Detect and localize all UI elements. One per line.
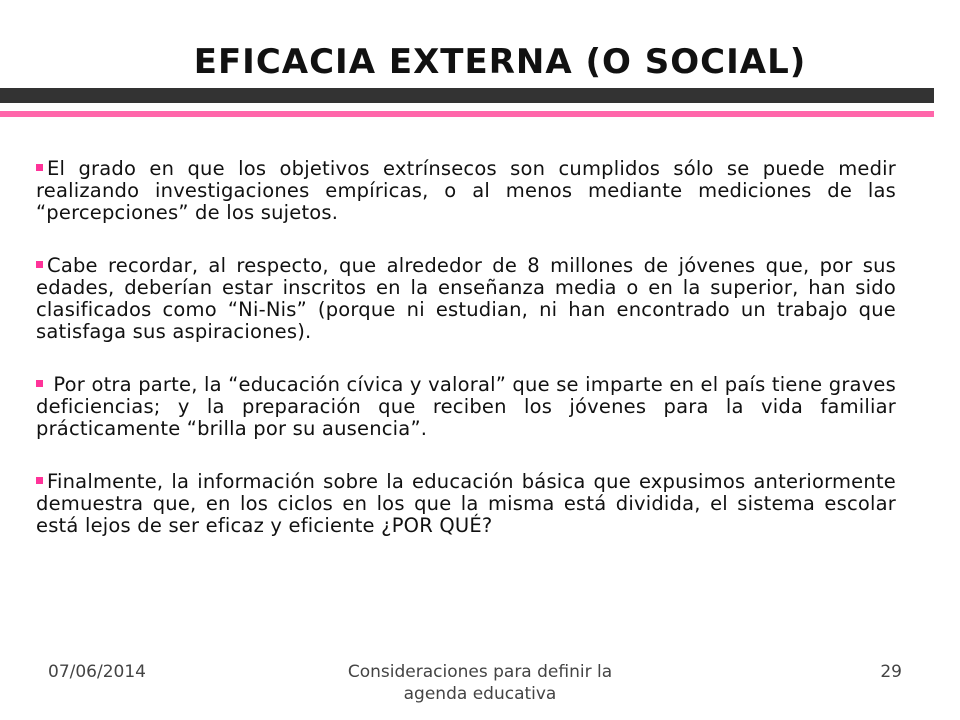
footer-title-line: agenda educativa	[403, 684, 557, 704]
title-underline-dark-bar	[0, 88, 934, 103]
paragraph-text: El grado en que los objetivos extrínsecos son cumplidos sólo se puede medir realizando investigaciones empíricas, o al menos mediante mediciones de las “percepciones” de los sujetos.	[36, 157, 896, 224]
bullet-paragraph	[36, 158, 896, 224]
square-bullet-icon	[36, 164, 43, 171]
square-bullet-icon	[36, 380, 43, 387]
footer-page-number: 29	[880, 662, 902, 682]
paragraph-text: Por otra parte, la “educación cívica y valoral” que se imparte en el país tiene graves deficiencias; y la preparación que reciben los jóvenes para la vida familiar prácticamente “brilla por su ausencia”.	[36, 373, 896, 440]
bullet-paragraph	[36, 471, 896, 537]
slide-content	[36, 158, 896, 568]
slide-title: EFICACIA EXTERNA (O SOCIAL)	[193, 42, 807, 82]
paragraph-text: Finalmente, la información sobre la educación básica que expusimos anteriormente demuestra que, en los ciclos en los que la misma está dividida, el sistema escolar está lejos de ser eficaz y eficiente ¿POR QUÉ?	[36, 470, 896, 537]
footer-date: 07/06/2014	[48, 662, 146, 682]
square-bullet-icon	[36, 477, 43, 484]
paragraph-text: Cabe recordar, al respecto, que alrededor de 8 millones de jóvenes que, por sus edades, deberían estar inscritos en la enseñanza media o en la superior, han sido clasificados como “Ni-Nis” (porque ni estudian, ni han encontrado un trabajo que satisfaga sus aspiraciones).	[36, 254, 896, 343]
bullet-paragraph	[36, 255, 896, 343]
title-underline-pink-bar	[0, 111, 934, 117]
footer-title-line: Consideraciones para definir la	[347, 662, 613, 682]
square-bullet-icon	[36, 261, 43, 268]
bullet-paragraph	[36, 374, 896, 440]
footer-presentation-title	[300, 661, 660, 705]
